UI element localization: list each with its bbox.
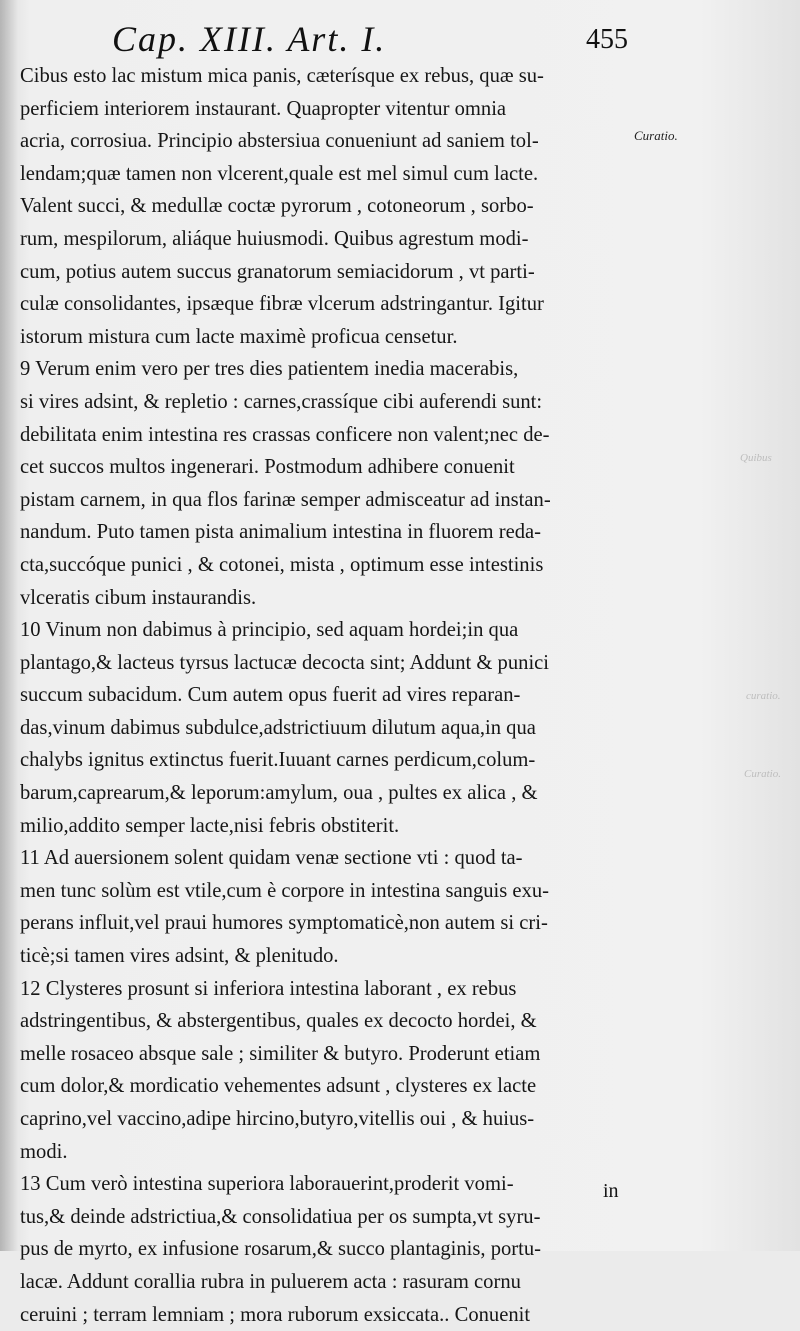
text-line: caprino,vel vaccino,adipe hircino,butyro,vitellis oui , & huius- — [20, 1108, 535, 1130]
text-line: 9 Verum enim vero per tres dies patientem inedia macerabis, — [20, 358, 519, 381]
text-line: das,vinum dabimus subdulce,adstrictiuum dilutum aqua,in qua — [20, 716, 536, 739]
text-line: culæ consolidantes, ipsæque fibræ vlcerum adstringantur. Igitur — [20, 293, 544, 316]
margin-note: Curatio. — [634, 128, 678, 143]
text-line: succum subacidum. Cum autem opus fuerit ad vires reparan- — [20, 684, 521, 707]
text-line: barum,caprearum,& leporum:amylum, oua , pultes ex alica , & — [20, 782, 538, 805]
text-line: vlceratis cibum instaurandis. — [20, 586, 257, 609]
text-line: lendam;quæ tamen non vlcerent,quale est mel simul cum lacte. — [20, 162, 539, 185]
text-line: adstringentibus, & abstergentibus, quales ex decocto hordei, & — [20, 1010, 537, 1033]
bleed-through-note: Curatio. — [744, 768, 781, 780]
text-line: Valent succi, & medullæ coctæ pyrorum , cotoneorum , sorbo- — [20, 195, 534, 218]
text-line: melle rosaceo absque sale ; similiter & butyro. Proderunt etiam — [20, 1042, 541, 1065]
text-line: 13 Cum verò intestina superiora laborauerint,proderit vomi- — [20, 1173, 514, 1196]
text-line: perficiem interiorem instaurant. Quapropter vitentur omnia — [20, 97, 507, 120]
body-text — [20, 60, 624, 1331]
text-line: 11 Ad auersionem solent quidam venæ sectione vti : quod ta- — [20, 847, 523, 870]
page-header — [0, 10, 800, 66]
spine-shadow — [0, 0, 18, 1251]
text-line: lacæ. Addunt corallia rubra in puluerem acta : rasuram cornu — [20, 1270, 521, 1293]
text-line: cum dolor,& mordicatio vehementes adsunt , clysteres ex lacte — [20, 1075, 537, 1098]
text-line: pistam carnem, in qua flos farinæ semper admisceatur ad instan- — [20, 488, 551, 511]
text-line: Cibus esto lac mistum mica panis, cæterísque ex rebus, quæ su- — [20, 65, 544, 87]
text-line: perans influit,vel praui humores symptomaticè,non autem si cri- — [20, 912, 548, 935]
text-line: cum, potius autem succus granatorum semiacidorum , vt parti- — [20, 260, 535, 283]
catchword: in — [603, 1180, 619, 1202]
text-line: pus de myrto, ex infusione rosarum,& succo plantaginis, portu- — [20, 1238, 542, 1261]
text-line: debilitata enim intestina res crassas conficere non valent;nec de- — [20, 423, 550, 446]
text-line: 12 Clysteres prosunt si inferiora intestina laborant , ex rebus — [20, 977, 517, 1000]
running-head: Cap. XIII. Art. I. — [112, 19, 387, 59]
text-line: ticè;si tamen vires adsint, & plenitudo. — [20, 945, 339, 968]
text-line: modi. — [20, 1140, 68, 1163]
text-line: si vires adsint, & repletio : carnes,crassíque cibi auferendi sunt: — [20, 390, 543, 413]
text-line: plantago,& lacteus tyrsus lactucæ decocta sint; Addunt & punici — [20, 651, 550, 674]
text-line: rum, mespilorum, aliáque huiusmodi. Quibus agrestum modi- — [20, 227, 529, 250]
text-line: tus,& deinde adstrictiua,& consolidatiua per os sumpta,vt syru- — [20, 1205, 541, 1228]
text-line: nandum. Puto tamen pista animalium intestina in fluorem reda- — [20, 521, 542, 544]
text-line: milio,addito semper lacte,nisi febris obstiterit. — [20, 814, 400, 837]
text-line: istorum mistura cum lacte maximè proficua censetur. — [20, 325, 458, 348]
page-number: 455 — [586, 24, 628, 55]
text-line: men tunc solùm est vtile,cum è corpore in intestina sanguis exu- — [20, 879, 550, 902]
text-line: cet succos multos ingenerari. Postmodum adhibere conuenit — [20, 456, 515, 479]
text-line: cta,succóque punici , & cotonei, mista , optimum esse intestinis — [20, 553, 544, 576]
bleed-through-note: Quibus — [740, 452, 772, 464]
text-line: ceruini ; terram lemniam ; mora ruborum exsiccata.. Conuenit — [20, 1303, 531, 1326]
text-line: chalybs ignitus extinctus fuerit.Iuuant carnes perdicum,colum- — [20, 749, 536, 772]
text-line: acria, corrosiua. Principio abstersiua conueniunt ad saniem tol- — [20, 130, 539, 153]
bleed-through-note: curatio. — [746, 690, 781, 702]
text-line: 10 Vinum non dabimus à principio, sed aquam hordei;in qua — [20, 619, 519, 642]
